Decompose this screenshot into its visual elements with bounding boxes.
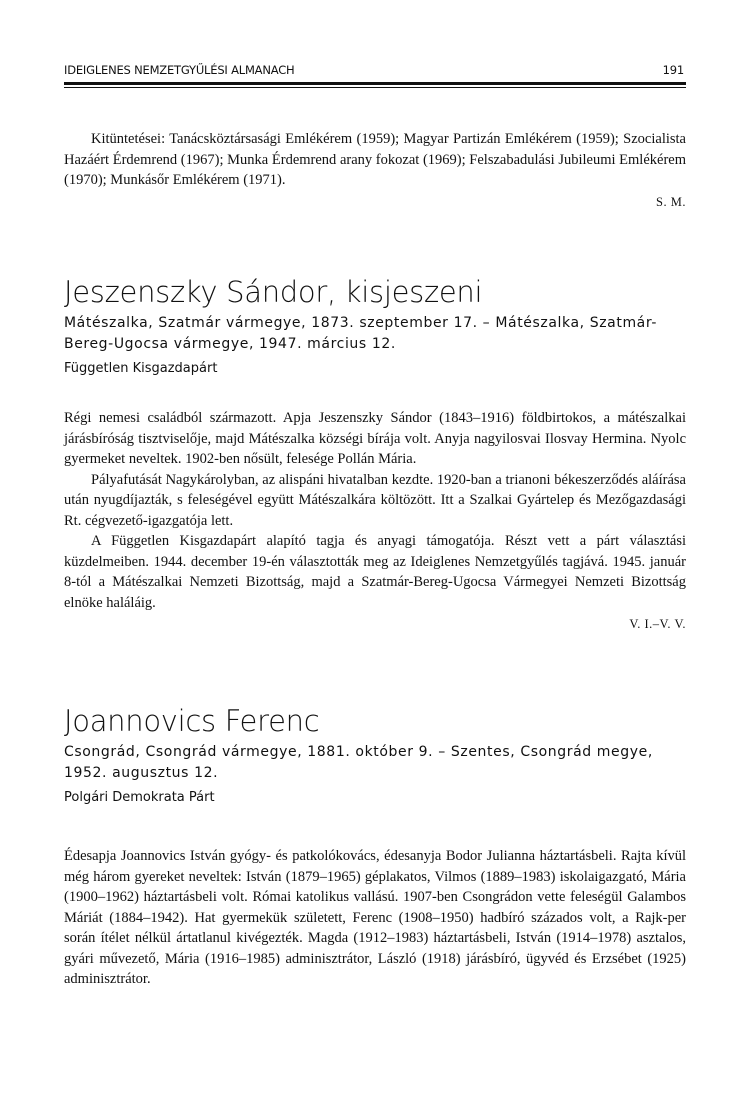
body-paragraph: Pályafutását Nagykárolyban, az alispáni hivatalban kezdte. 1920-ban a trianoni békeszerződés aláírása után nyugdíjazták, s feleségével együtt Mátészalkára költözött. Itt a Szalkai Gyártelep és Mezőgazdasági Rt. cégvezető-igazgatója lett. — [64, 471, 686, 529]
author-signature: V. I.–V. V. — [629, 617, 686, 631]
header-rule-thick — [64, 82, 686, 85]
body-paragraph: A Független Kisgazdapárt alapító tagja és anyagi támogatója. Részt vett a párt választási küzdelmeiben. 1944. december 19-én választották meg az Ideiglenes Nemzetgyűlés tagjává. 1945. január 8-tól a Mátészalkai Nemzeti Bizottság, majd a Szatmár-Bereg-Ugocsa Vármegyei Nemzeti Bizottság elnöke haláláig. — [64, 533, 686, 611]
entry-name: Jeszenszky Sándor, kisjeszeni — [64, 275, 483, 309]
header-rule-thin — [64, 87, 686, 88]
entry-name: Joannovics Ferenc — [64, 704, 320, 738]
entry-birth-death: Mátészalka, Szatmár vármegye, 1873. szeptember 17. – Mátészalka, Szatmár-Bereg-Ugocsa vármegye, 1947. március 12. — [64, 315, 657, 352]
previous-entry — [64, 129, 686, 210]
entry-birth-death: Csongrád, Csongrád vármegye, 1881. október 9. – Szentes, Csongrád megye, 1952. augusztus 12. — [64, 744, 653, 781]
page-number: 191 — [662, 63, 684, 77]
entry-party: Független Kisgazdapárt — [64, 361, 218, 376]
biography-entry — [64, 275, 686, 378]
entry-party: Polgári Demokrata Párt — [64, 790, 215, 805]
body-paragraph: Régi nemesi családból származott. Apja Jeszenszky Sándor (1843–1916) földbirtokos, a mátészalkai járásbíróság tisztviselője, majd Mátészalka községi bírája volt. Anyja nagyilosvai Ilosvay Hermina. Nyolc gyermeket neveltek. 1902-ben nősült, felesége Pollán Mária. — [64, 410, 686, 467]
biography-body — [64, 846, 686, 990]
running-header — [64, 63, 686, 79]
biography-body — [64, 408, 686, 632]
author-signature: S. M. — [656, 194, 686, 209]
body-paragraph: Édesapja Joannovics István gyógy- és patkolókovács, édesanyja Bodor Julianna háztartásbeli. Rajta kívül még három gyereket neveltek: István (1879–1965) géplakatos, Vilmos (1889–1983) iskolaigazgató, Mária (1900–1962) háztartásbeli volt. Római katolikus vallású. 1907-ben Csongrádon vette feleségül Galambos Máriát (1884–1942). Hat gyermekük született, Ferenc (1908–1950) hadbíró százados volt, a Rajk-per során ítélet nélkül ártatlanul kivégezték. Magda (1912–1983) háztartásbeli, István (1914–1978) asztalos, gyári művezető, Mária (1916–1985) adminisztrátor, László (1918) járásbíró, ügyvéd és Erzsébet (1925) adminisztrátor. — [64, 848, 686, 987]
awards-paragraph: Kitüntetései: Tanácsköztársasági Emlékérem (1959); Magyar Partizán Emlékérem (1959); Szocialista Hazáért Érdemrend (1967); Munka Érdemrend arany fokozat (1969); Felszabadulási Jubileumi Emlékérem (1970); Munkásőr Emlékérem (1971). — [64, 131, 686, 188]
biography-entry — [64, 704, 686, 807]
running-title: IDEIGLENES NEMZETGYŰLÉSI ALMANACH — [64, 63, 295, 77]
